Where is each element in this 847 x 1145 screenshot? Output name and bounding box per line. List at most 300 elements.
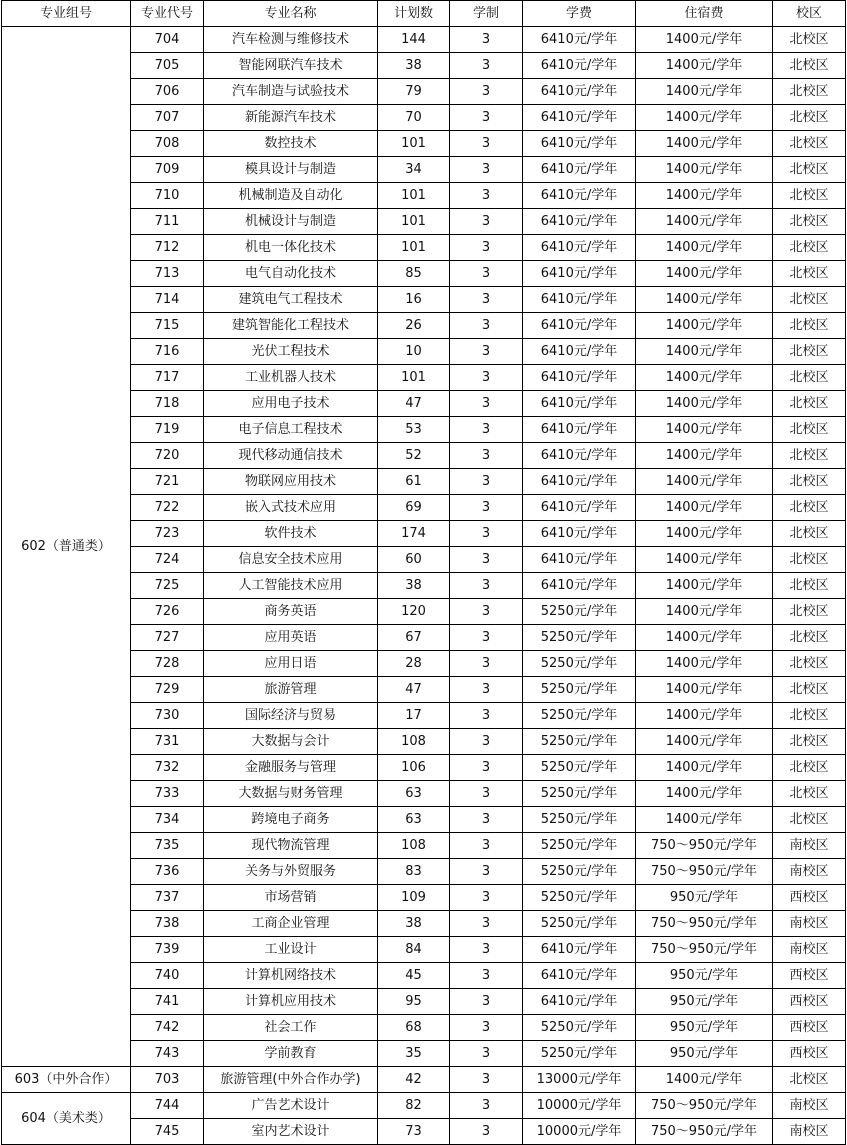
major-code-cell: 729 — [131, 677, 204, 703]
dorm-fee-cell: 950元/学年 — [636, 1041, 773, 1067]
tuition-cell: 13000元/学年 — [523, 1067, 636, 1093]
major-code-cell: 723 — [131, 521, 204, 547]
group-cell: 604（美术类） — [2, 1093, 131, 1145]
tuition-cell: 6410元/学年 — [523, 963, 636, 989]
header-major: 专业名称 — [204, 1, 378, 27]
tuition-cell: 5250元/学年 — [523, 885, 636, 911]
plan-count-cell: 82 — [378, 1093, 450, 1119]
dorm-fee-cell: 1400元/学年 — [636, 417, 773, 443]
tuition-cell: 6410元/学年 — [523, 27, 636, 53]
tuition-cell: 6410元/学年 — [523, 443, 636, 469]
major-code-cell: 717 — [131, 365, 204, 391]
duration-cell: 3 — [450, 287, 523, 313]
campus-cell: 北校区 — [773, 365, 846, 391]
major-code-cell: 727 — [131, 625, 204, 651]
major-name-cell: 室内艺术设计 — [204, 1119, 378, 1145]
campus-cell: 北校区 — [773, 131, 846, 157]
tuition-cell: 6410元/学年 — [523, 521, 636, 547]
duration-cell: 3 — [450, 313, 523, 339]
major-code-cell: 708 — [131, 131, 204, 157]
dorm-fee-cell: 1400元/学年 — [636, 521, 773, 547]
campus-cell: 北校区 — [773, 313, 846, 339]
duration-cell: 3 — [450, 235, 523, 261]
tuition-cell: 5250元/学年 — [523, 911, 636, 937]
campus-cell: 南校区 — [773, 911, 846, 937]
major-code-cell: 745 — [131, 1119, 204, 1145]
dorm-fee-cell: 1400元/学年 — [636, 209, 773, 235]
plan-count-cell: 17 — [378, 703, 450, 729]
major-name-cell: 现代移动通信技术 — [204, 443, 378, 469]
campus-cell: 北校区 — [773, 287, 846, 313]
major-name-cell: 学前教育 — [204, 1041, 378, 1067]
campus-cell: 北校区 — [773, 625, 846, 651]
major-code-cell: 732 — [131, 755, 204, 781]
major-name-cell: 机械设计与制造 — [204, 209, 378, 235]
major-code-cell: 714 — [131, 287, 204, 313]
campus-cell: 北校区 — [773, 157, 846, 183]
campus-cell: 北校区 — [773, 79, 846, 105]
dorm-fee-cell: 1400元/学年 — [636, 157, 773, 183]
tuition-cell: 6410元/学年 — [523, 261, 636, 287]
tuition-cell: 5250元/学年 — [523, 833, 636, 859]
duration-cell: 3 — [450, 183, 523, 209]
dorm-fee-cell: 1400元/学年 — [636, 339, 773, 365]
duration-cell: 3 — [450, 209, 523, 235]
tuition-cell: 5250元/学年 — [523, 625, 636, 651]
major-name-cell: 物联网应用技术 — [204, 469, 378, 495]
major-code-cell: 728 — [131, 651, 204, 677]
major-name-cell: 工商企业管理 — [204, 911, 378, 937]
campus-cell: 北校区 — [773, 1067, 846, 1093]
plan-count-cell: 144 — [378, 27, 450, 53]
duration-cell: 3 — [450, 547, 523, 573]
plan-count-cell: 10 — [378, 339, 450, 365]
major-name-cell: 国际经济与贸易 — [204, 703, 378, 729]
major-code-cell: 735 — [131, 833, 204, 859]
dorm-fee-cell: 950元/学年 — [636, 963, 773, 989]
major-name-cell: 汽车制造与试验技术 — [204, 79, 378, 105]
dorm-fee-cell: 1400元/学年 — [636, 807, 773, 833]
tuition-cell: 5250元/学年 — [523, 651, 636, 677]
duration-cell: 3 — [450, 105, 523, 131]
major-name-cell: 计算机网络技术 — [204, 963, 378, 989]
duration-cell: 3 — [450, 885, 523, 911]
header-code: 专业代号 — [131, 1, 204, 27]
dorm-fee-cell: 1400元/学年 — [636, 105, 773, 131]
major-name-cell: 软件技术 — [204, 521, 378, 547]
duration-cell: 3 — [450, 599, 523, 625]
major-name-cell: 建筑智能化工程技术 — [204, 313, 378, 339]
tuition-cell: 5250元/学年 — [523, 1015, 636, 1041]
dorm-fee-cell: 1400元/学年 — [636, 703, 773, 729]
duration-cell: 3 — [450, 521, 523, 547]
plan-count-cell: 38 — [378, 573, 450, 599]
plan-count-cell: 106 — [378, 755, 450, 781]
duration-cell: 3 — [450, 651, 523, 677]
plan-count-cell: 45 — [378, 963, 450, 989]
table-row — [2, 1093, 846, 1119]
duration-cell: 3 — [450, 911, 523, 937]
dorm-fee-cell: 1400元/学年 — [636, 53, 773, 79]
major-code-cell: 713 — [131, 261, 204, 287]
dorm-fee-cell: 750～950元/学年 — [636, 911, 773, 937]
major-code-cell: 744 — [131, 1093, 204, 1119]
duration-cell: 3 — [450, 963, 523, 989]
major-code-cell: 743 — [131, 1041, 204, 1067]
dorm-fee-cell: 1400元/学年 — [636, 261, 773, 287]
campus-cell: 北校区 — [773, 495, 846, 521]
major-code-cell: 725 — [131, 573, 204, 599]
dorm-fee-cell: 1400元/学年 — [636, 651, 773, 677]
plan-count-cell: 69 — [378, 495, 450, 521]
table-body — [2, 27, 846, 1145]
major-name-cell: 信息安全技术应用 — [204, 547, 378, 573]
tuition-cell: 6410元/学年 — [523, 209, 636, 235]
campus-cell: 南校区 — [773, 937, 846, 963]
dorm-fee-cell: 1400元/学年 — [636, 781, 773, 807]
dorm-fee-cell: 1400元/学年 — [636, 391, 773, 417]
duration-cell: 3 — [450, 807, 523, 833]
campus-cell: 南校区 — [773, 859, 846, 885]
campus-cell: 北校区 — [773, 443, 846, 469]
plan-count-cell: 42 — [378, 1067, 450, 1093]
major-name-cell: 机械制造及自动化 — [204, 183, 378, 209]
duration-cell: 3 — [450, 469, 523, 495]
duration-cell: 3 — [450, 703, 523, 729]
dorm-fee-cell: 1400元/学年 — [636, 677, 773, 703]
duration-cell: 3 — [450, 261, 523, 287]
plan-count-cell: 63 — [378, 781, 450, 807]
major-code-cell: 718 — [131, 391, 204, 417]
major-name-cell: 电气自动化技术 — [204, 261, 378, 287]
header-row — [2, 1, 846, 27]
tuition-cell: 6410元/学年 — [523, 79, 636, 105]
duration-cell: 3 — [450, 157, 523, 183]
plan-count-cell: 70 — [378, 105, 450, 131]
header-dorm: 住宿费 — [636, 1, 773, 27]
dorm-fee-cell: 1400元/学年 — [636, 287, 773, 313]
duration-cell: 3 — [450, 755, 523, 781]
plan-count-cell: 38 — [378, 53, 450, 79]
plan-count-cell: 95 — [378, 989, 450, 1015]
major-name-cell: 机电一体化技术 — [204, 235, 378, 261]
dorm-fee-cell: 950元/学年 — [636, 1015, 773, 1041]
major-name-cell: 社会工作 — [204, 1015, 378, 1041]
tuition-cell: 5250元/学年 — [523, 859, 636, 885]
campus-cell: 西校区 — [773, 1041, 846, 1067]
campus-cell: 北校区 — [773, 651, 846, 677]
group-cell: 602（普通类） — [2, 27, 131, 1067]
campus-cell: 南校区 — [773, 1093, 846, 1119]
tuition-cell: 10000元/学年 — [523, 1119, 636, 1145]
duration-cell: 3 — [450, 989, 523, 1015]
duration-cell: 3 — [450, 937, 523, 963]
campus-cell: 北校区 — [773, 521, 846, 547]
campus-cell: 南校区 — [773, 833, 846, 859]
plan-count-cell: 61 — [378, 469, 450, 495]
plan-count-cell: 85 — [378, 261, 450, 287]
campus-cell: 北校区 — [773, 807, 846, 833]
plan-count-cell: 68 — [378, 1015, 450, 1041]
dorm-fee-cell: 1400元/学年 — [636, 365, 773, 391]
plan-count-cell: 101 — [378, 183, 450, 209]
major-code-cell: 720 — [131, 443, 204, 469]
duration-cell: 3 — [450, 677, 523, 703]
plan-count-cell: 53 — [378, 417, 450, 443]
campus-cell: 北校区 — [773, 469, 846, 495]
major-code-cell: 724 — [131, 547, 204, 573]
major-name-cell: 应用电子技术 — [204, 391, 378, 417]
major-code-cell: 712 — [131, 235, 204, 261]
tuition-cell: 6410元/学年 — [523, 313, 636, 339]
tuition-cell: 6410元/学年 — [523, 417, 636, 443]
tuition-cell: 6410元/学年 — [523, 339, 636, 365]
dorm-fee-cell: 1400元/学年 — [636, 183, 773, 209]
campus-cell: 北校区 — [773, 781, 846, 807]
duration-cell: 3 — [450, 1067, 523, 1093]
major-code-cell: 721 — [131, 469, 204, 495]
duration-cell: 3 — [450, 417, 523, 443]
tuition-cell: 6410元/学年 — [523, 235, 636, 261]
duration-cell: 3 — [450, 131, 523, 157]
major-name-cell: 智能网联汽车技术 — [204, 53, 378, 79]
campus-cell: 北校区 — [773, 599, 846, 625]
major-code-cell: 740 — [131, 963, 204, 989]
campus-cell: 北校区 — [773, 261, 846, 287]
campus-cell: 北校区 — [773, 417, 846, 443]
major-code-cell: 742 — [131, 1015, 204, 1041]
duration-cell: 3 — [450, 53, 523, 79]
duration-cell: 3 — [450, 781, 523, 807]
campus-cell: 西校区 — [773, 1015, 846, 1041]
duration-cell: 3 — [450, 495, 523, 521]
plan-count-cell: 60 — [378, 547, 450, 573]
major-code-cell: 715 — [131, 313, 204, 339]
tuition-cell: 6410元/学年 — [523, 937, 636, 963]
campus-cell: 北校区 — [773, 391, 846, 417]
major-name-cell: 建筑电气工程技术 — [204, 287, 378, 313]
major-code-cell: 709 — [131, 157, 204, 183]
tuition-cell: 6410元/学年 — [523, 547, 636, 573]
dorm-fee-cell: 1400元/学年 — [636, 573, 773, 599]
plan-count-cell: 101 — [378, 131, 450, 157]
plan-count-cell: 101 — [378, 235, 450, 261]
major-name-cell: 嵌入式技术应用 — [204, 495, 378, 521]
major-code-cell: 733 — [131, 781, 204, 807]
major-code-cell: 739 — [131, 937, 204, 963]
duration-cell: 3 — [450, 833, 523, 859]
major-code-cell: 726 — [131, 599, 204, 625]
dorm-fee-cell: 750～950元/学年 — [636, 1119, 773, 1145]
tuition-cell: 6410元/学年 — [523, 365, 636, 391]
major-name-cell: 新能源汽车技术 — [204, 105, 378, 131]
dorm-fee-cell: 1400元/学年 — [636, 495, 773, 521]
campus-cell: 北校区 — [773, 703, 846, 729]
major-name-cell: 现代物流管理 — [204, 833, 378, 859]
major-name-cell: 电子信息工程技术 — [204, 417, 378, 443]
major-code-cell: 736 — [131, 859, 204, 885]
dorm-fee-cell: 750～950元/学年 — [636, 937, 773, 963]
major-code-cell: 722 — [131, 495, 204, 521]
duration-cell: 3 — [450, 1015, 523, 1041]
duration-cell: 3 — [450, 365, 523, 391]
plan-count-cell: 108 — [378, 833, 450, 859]
major-name-cell: 计算机应用技术 — [204, 989, 378, 1015]
tuition-cell: 10000元/学年 — [523, 1093, 636, 1119]
tuition-cell: 6410元/学年 — [523, 105, 636, 131]
tuition-cell: 5250元/学年 — [523, 807, 636, 833]
major-name-cell: 光伏工程技术 — [204, 339, 378, 365]
major-name-cell: 跨境电子商务 — [204, 807, 378, 833]
major-code-cell: 737 — [131, 885, 204, 911]
dorm-fee-cell: 750～950元/学年 — [636, 1093, 773, 1119]
plan-count-cell: 101 — [378, 209, 450, 235]
dorm-fee-cell: 950元/学年 — [636, 989, 773, 1015]
duration-cell: 3 — [450, 27, 523, 53]
duration-cell: 3 — [450, 1041, 523, 1067]
dorm-fee-cell: 1400元/学年 — [636, 131, 773, 157]
campus-cell: 西校区 — [773, 963, 846, 989]
dorm-fee-cell: 1400元/学年 — [636, 1067, 773, 1093]
campus-cell: 北校区 — [773, 573, 846, 599]
campus-cell: 北校区 — [773, 547, 846, 573]
major-code-cell: 730 — [131, 703, 204, 729]
major-code-cell: 731 — [131, 729, 204, 755]
duration-cell: 3 — [450, 79, 523, 105]
duration-cell: 3 — [450, 391, 523, 417]
tuition-cell: 6410元/学年 — [523, 495, 636, 521]
header-tuition: 学费 — [523, 1, 636, 27]
plan-count-cell: 101 — [378, 365, 450, 391]
dorm-fee-cell: 1400元/学年 — [636, 27, 773, 53]
plan-count-cell: 120 — [378, 599, 450, 625]
major-code-cell: 716 — [131, 339, 204, 365]
dorm-fee-cell: 1400元/学年 — [636, 313, 773, 339]
plan-count-cell: 47 — [378, 391, 450, 417]
tuition-cell: 5250元/学年 — [523, 729, 636, 755]
tuition-cell: 6410元/学年 — [523, 469, 636, 495]
tuition-cell: 6410元/学年 — [523, 989, 636, 1015]
tuition-cell: 6410元/学年 — [523, 53, 636, 79]
plan-count-cell: 47 — [378, 677, 450, 703]
plan-count-cell: 26 — [378, 313, 450, 339]
campus-cell: 北校区 — [773, 209, 846, 235]
major-name-cell: 汽车检测与维修技术 — [204, 27, 378, 53]
major-name-cell: 应用英语 — [204, 625, 378, 651]
dorm-fee-cell: 1400元/学年 — [636, 599, 773, 625]
tuition-cell: 6410元/学年 — [523, 183, 636, 209]
duration-cell: 3 — [450, 729, 523, 755]
dorm-fee-cell: 750～950元/学年 — [636, 859, 773, 885]
table-row — [2, 27, 846, 53]
tuition-cell: 5250元/学年 — [523, 1041, 636, 1067]
major-name-cell: 数控技术 — [204, 131, 378, 157]
header-campus: 校区 — [773, 1, 846, 27]
tuition-cell: 5250元/学年 — [523, 677, 636, 703]
major-name-cell: 金融服务与管理 — [204, 755, 378, 781]
campus-cell: 西校区 — [773, 885, 846, 911]
group-cell: 603（中外合作） — [2, 1067, 131, 1093]
campus-cell: 北校区 — [773, 755, 846, 781]
major-code-cell: 711 — [131, 209, 204, 235]
major-code-cell: 705 — [131, 53, 204, 79]
header-plan: 计划数 — [378, 1, 450, 27]
plan-count-cell: 83 — [378, 859, 450, 885]
dorm-fee-cell: 950元/学年 — [636, 885, 773, 911]
major-code-cell: 706 — [131, 79, 204, 105]
plan-count-cell: 63 — [378, 807, 450, 833]
header-group: 专业组号 — [2, 1, 131, 27]
major-name-cell: 工业机器人技术 — [204, 365, 378, 391]
duration-cell: 3 — [450, 1093, 523, 1119]
duration-cell: 3 — [450, 859, 523, 885]
tuition-cell: 5250元/学年 — [523, 599, 636, 625]
major-name-cell: 商务英语 — [204, 599, 378, 625]
campus-cell: 南校区 — [773, 1119, 846, 1145]
major-name-cell: 大数据与财务管理 — [204, 781, 378, 807]
duration-cell: 3 — [450, 1119, 523, 1145]
dorm-fee-cell: 1400元/学年 — [636, 625, 773, 651]
campus-cell: 北校区 — [773, 677, 846, 703]
plan-count-cell: 16 — [378, 287, 450, 313]
plan-count-cell: 35 — [378, 1041, 450, 1067]
major-name-cell: 广告艺术设计 — [204, 1093, 378, 1119]
table-row — [2, 1067, 846, 1093]
major-name-cell: 市场营销 — [204, 885, 378, 911]
major-code-cell: 710 — [131, 183, 204, 209]
header-duration: 学制 — [450, 1, 523, 27]
tuition-cell: 6410元/学年 — [523, 287, 636, 313]
tuition-cell: 6410元/学年 — [523, 573, 636, 599]
campus-cell: 北校区 — [773, 27, 846, 53]
campus-cell: 北校区 — [773, 339, 846, 365]
major-code-cell: 719 — [131, 417, 204, 443]
major-name-cell: 工业设计 — [204, 937, 378, 963]
duration-cell: 3 — [450, 339, 523, 365]
major-name-cell: 旅游管理 — [204, 677, 378, 703]
major-name-cell: 应用日语 — [204, 651, 378, 677]
duration-cell: 3 — [450, 573, 523, 599]
tuition-cell: 5250元/学年 — [523, 703, 636, 729]
dorm-fee-cell: 750～950元/学年 — [636, 833, 773, 859]
plan-count-cell: 79 — [378, 79, 450, 105]
plan-count-cell: 109 — [378, 885, 450, 911]
campus-cell: 西校区 — [773, 989, 846, 1015]
plan-count-cell: 84 — [378, 937, 450, 963]
plan-count-cell: 52 — [378, 443, 450, 469]
dorm-fee-cell: 1400元/学年 — [636, 547, 773, 573]
major-code-cell: 738 — [131, 911, 204, 937]
major-name-cell: 人工智能技术应用 — [204, 573, 378, 599]
duration-cell: 3 — [450, 625, 523, 651]
plan-count-cell: 34 — [378, 157, 450, 183]
dorm-fee-cell: 1400元/学年 — [636, 235, 773, 261]
plan-count-cell: 108 — [378, 729, 450, 755]
plan-count-cell: 38 — [378, 911, 450, 937]
major-code-cell: 703 — [131, 1067, 204, 1093]
tuition-cell: 6410元/学年 — [523, 131, 636, 157]
dorm-fee-cell: 1400元/学年 — [636, 443, 773, 469]
campus-cell: 北校区 — [773, 53, 846, 79]
major-code-cell: 707 — [131, 105, 204, 131]
major-code-cell: 734 — [131, 807, 204, 833]
tuition-cell: 6410元/学年 — [523, 157, 636, 183]
major-name-cell: 旅游管理(中外合作办学) — [204, 1067, 378, 1093]
plan-count-cell: 67 — [378, 625, 450, 651]
campus-cell: 北校区 — [773, 729, 846, 755]
duration-cell: 3 — [450, 443, 523, 469]
campus-cell: 北校区 — [773, 235, 846, 261]
